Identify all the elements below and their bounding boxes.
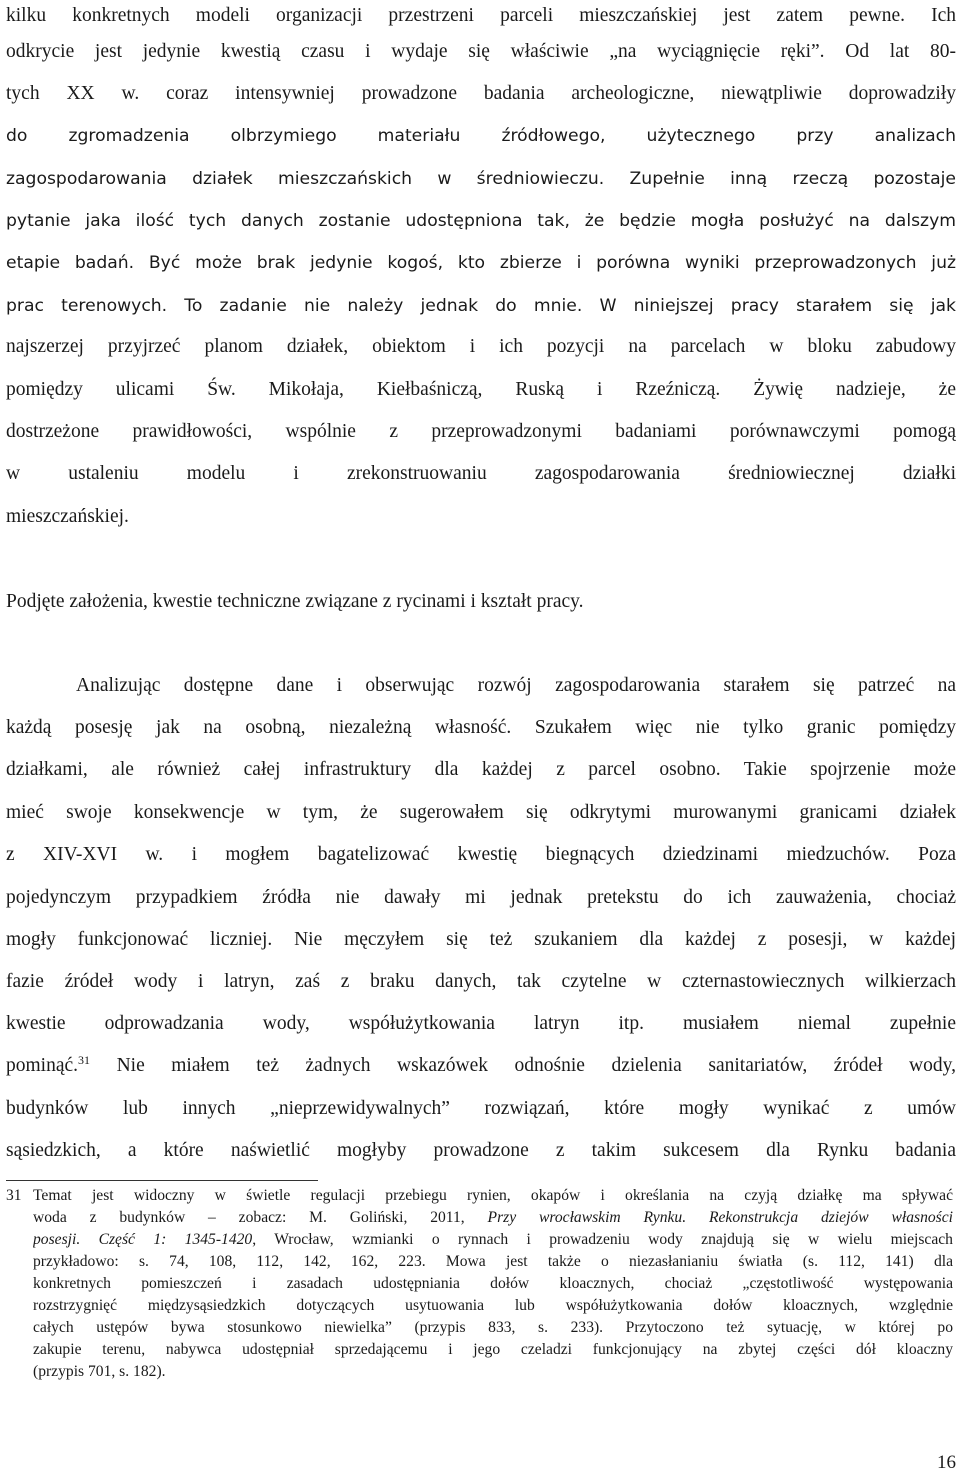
paragraph-line-start: pominąć. xyxy=(6,1055,79,1076)
paragraph-line: etapie badań. Być może brak jedynie kogoś, kto zbierze i porówna wyniki przeprowadzonych już xyxy=(6,253,956,273)
section-heading: Podjęte założenia, kwestie techniczne związane z rycinami i kształt pracy. xyxy=(6,591,584,612)
paragraph-line: pytanie jaka ilość tych danych zostanie udostępniona tak, że będzie mogła posłużyć na dalszym xyxy=(6,211,956,231)
footnote-line: Temat jest widoczny w świetle regulacji przebiegu rynien, okapów i określania na czyją działkę ma spływać xyxy=(33,1187,953,1204)
footnote-line: przykładowo: s. 74, 108, 112, 142, 162, 223. Mowa jest także o niezasłanianiu światła (s. 112, 141) dla xyxy=(33,1253,953,1270)
footnote-reference: 31 xyxy=(78,1053,91,1067)
paragraph-line: dostrzeżone prawidłowości, wspólnie z przeprowadzonymi badaniami porównawczymi pomogą xyxy=(6,421,956,442)
footnote-line: rozstrzygnięć międzysąsiedzkich dotyczących usytuowania lub współużytkowania dołów kloacznych, względnie xyxy=(33,1297,953,1314)
paragraph-line: do zgromadzenia olbrzymiego materiału źródłowego, użytecznego przy analizach xyxy=(6,126,956,146)
paragraph-line: każdą posesję jak na osobną, niezależną własność. Szukałem więc nie tylko granic pomiędzy xyxy=(6,717,956,738)
paragraph-line: najszerzej przyjrzeć planom działek, obiektom i ich pozycji na parcelach w bloku zabudowy xyxy=(6,336,956,357)
paragraph-line: pojedynczym przypadkiem źródła nie dawały mi jednak pretekstu do ich zauważenia, chociaż xyxy=(6,887,956,908)
paragraph-line: mieszczańskiej. xyxy=(6,506,129,527)
paragraph-line-rest: Nie miałem też żadnych wskazówek odnośnie dzielenia sanitariatów, źródeł wody, xyxy=(90,1055,956,1076)
page-number: 16 xyxy=(937,1452,956,1473)
footnote-text: , Wrocław, wzmianki o rynnach i prowadzeniu wody znajdują się w wielu miejscach xyxy=(252,1231,953,1248)
footnote-citation-title: Przy wrocławskim Rynku. Rekonstrukcja dziejów własności xyxy=(487,1209,953,1226)
paragraph-line: działkami, ale również całej infrastruktury dla każdej z parcel osobno. Takie spojrzenie może xyxy=(6,759,956,780)
paragraph-line: zagospodarowania działek mieszczańskich w średniowieczu. Zupełnie inną rzeczą pozostaje xyxy=(6,169,956,189)
paragraph-line: mogły funkcjonować liczniej. Nie męczyłem się też szukaniem dla każdej z posesji, w każdej xyxy=(6,929,956,950)
paragraph-line: Analizując dostępne dane i obserwując rozwój zagospodarowania starałem się patrzeć na xyxy=(76,675,956,696)
paragraph-line: sąsiedzkich, a które naświetlić mogłyby prowadzone z takim sukcesem dla Rynku badania xyxy=(6,1140,956,1161)
footnote-text: woda z budynków – zobacz: M. Goliński, 2011, xyxy=(33,1209,488,1226)
paragraph-line: z XIV-XVI w. i mogłem bagatelizować kwestię biegnących dziedzinami miedzuchów. Poza xyxy=(6,844,956,865)
footnote-citation-title: posesji. Część 1: 1345-1420 xyxy=(33,1231,253,1248)
paragraph-line-with-footnote xyxy=(6,1050,956,1082)
paragraph-line: fazie źródeł wody i latryn, zaś z braku danych, tak czytelne w czternastowiecznych wilkierzach xyxy=(6,971,956,992)
footnote-line: konkretnych pomieszczeń i zasadach udostępniania dołów kloacznych, chociaż „częstotliwość występowania xyxy=(33,1275,953,1292)
footnote-line: całych ustępów bywa stosunkowo niewielka” (przypis 833, s. 233). Przytoczono też sytuację, w której po xyxy=(33,1319,953,1336)
paragraph-line: odkrycie jest jedynie kwestią czasu i wydaje się właściwie „na wyciągnięcie ręki”. Od lat 80- xyxy=(6,41,956,62)
footnote-line xyxy=(33,1207,953,1229)
footnote-separator xyxy=(6,1180,318,1181)
footnote-line: zakupie terenu, nabywca udostępniał sprzedającemu i jego czeladzi funkcjonujący na zbytej części dół kloaczny xyxy=(33,1341,953,1358)
paragraph-line: budynków lub innych „nieprzewidywalnych” rozwiązań, które mogły wynikać z umów xyxy=(6,1098,956,1119)
footnote-line xyxy=(33,1229,953,1251)
footnote-number: 31 xyxy=(6,1187,22,1204)
paragraph-line: prac terenowych. To zadanie nie należy jednak do mnie. W niniejszej pracy starałem się jak xyxy=(6,296,956,316)
paragraph-line: kilku konkretnych modeli organizacji przestrzeni parceli mieszczańskiej jest zatem pewne. Ich xyxy=(6,5,956,26)
paragraph-line: mieć swoje konsekwencje w tym, że sugerowałem się odkrytymi murowanymi granicami działek xyxy=(6,802,956,823)
footnote-line: (przypis 701, s. 182). xyxy=(33,1363,166,1380)
paragraph-line: kwestie odprowadzania wody, współużytkowania latryn itp. musiałem niemal zupełnie xyxy=(6,1013,956,1034)
paragraph-line: pomiędzy ulicami Św. Mikołaja, Kiełbaśniczą, Ruską i Rzeźniczą. Żywię nadzieje, że xyxy=(6,379,956,400)
paragraph-line: w ustaleniu modelu i zrekonstruowaniu zagospodarowania średniowiecznej działki xyxy=(6,463,956,484)
paragraph-line: tych XX w. coraz intensywniej prowadzone badania archeologiczne, niewątpliwie doprowadziły xyxy=(6,83,956,104)
